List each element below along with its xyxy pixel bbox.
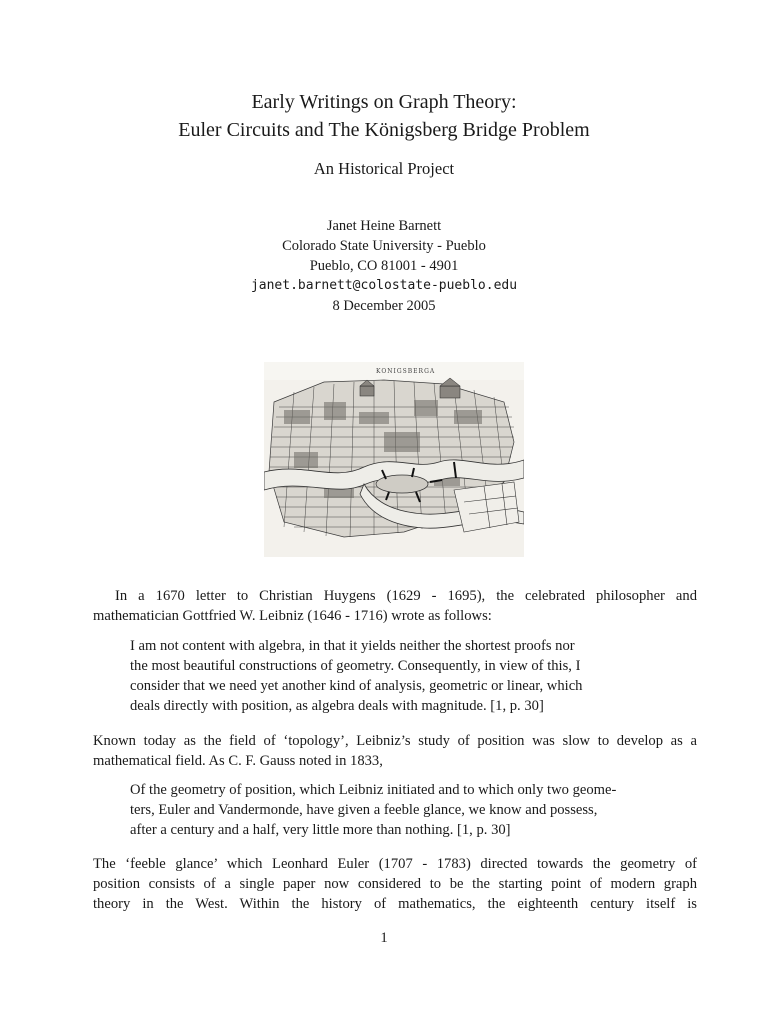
konigsberg-map-image [264,362,524,557]
author-affiliation: Colorado State University - Pueblo [282,238,486,254]
quote-leibniz [130,636,660,716]
paragraph-line: position consists of a single paper now considered to be the starting point of modern graph [93,876,697,892]
paragraph-1 [93,586,697,626]
map-caption: KONIGSBERGA [376,368,436,375]
author-address: Pueblo, CO 81001 - 4901 [309,258,459,274]
paper-date: 8 December 2005 [332,298,436,314]
paragraph-3 [93,854,697,914]
paragraph-line: mathematical field. As C. F. Gauss noted in 1833, [93,753,383,769]
paragraph-line: Known today as the field of ‘topology’, Leibniz’s study of position was slow to develop as a [93,733,697,749]
author-block [0,216,768,316]
quote-gauss [130,780,660,840]
page-number: 1 [380,930,388,946]
quote-line: deals directly with position, as algebra deals with magnitude. [1, p. 30] [130,698,544,714]
quote-line: Of the geometry of position, which Leibniz initiated and to which only two geome- [130,782,617,798]
paragraph-2 [93,731,697,771]
paragraph-line: The ‘feeble glance’ which Leonhard Euler (1707 - 1783) directed towards the geometry of [93,856,697,872]
paragraph-line: mathematician Gottfried W. Leibniz (1646 - 1716) wrote as follows: [93,608,492,624]
title-line-2: Euler Circuits and The Königsberg Bridge Problem [178,119,590,141]
paragraph-line: theory in the West. Within the history of mathematics, the eighteenth century itself is [93,896,697,912]
title-line-1: Early Writings on Graph Theory: [251,91,517,113]
quote-line: ters, Euler and Vandermonde, have given a feeble glance, we know and possess, [130,802,598,818]
subtitle: An Historical Project [313,159,455,178]
quote-line: I am not content with algebra, in that it yields neither the shortest proofs nor [130,638,575,654]
paragraph-line: In a 1670 letter to Christian Huygens (1629 - 1695), the celebrated philosopher and [115,588,697,604]
author-email[interactable]: janet.barnett@colostate-pueblo.edu [250,278,518,293]
quote-line: consider that we need yet another kind of analysis, geometric or linear, which [130,678,583,694]
quote-line: after a century and a half, very little more than nothing. [1, p. 30] [130,822,511,838]
konigsberg-engraving [264,362,524,557]
author-name: Janet Heine Barnett [326,218,442,234]
quote-line: the most beautiful constructions of geometry. Consequently, in view of this, I [130,658,581,674]
